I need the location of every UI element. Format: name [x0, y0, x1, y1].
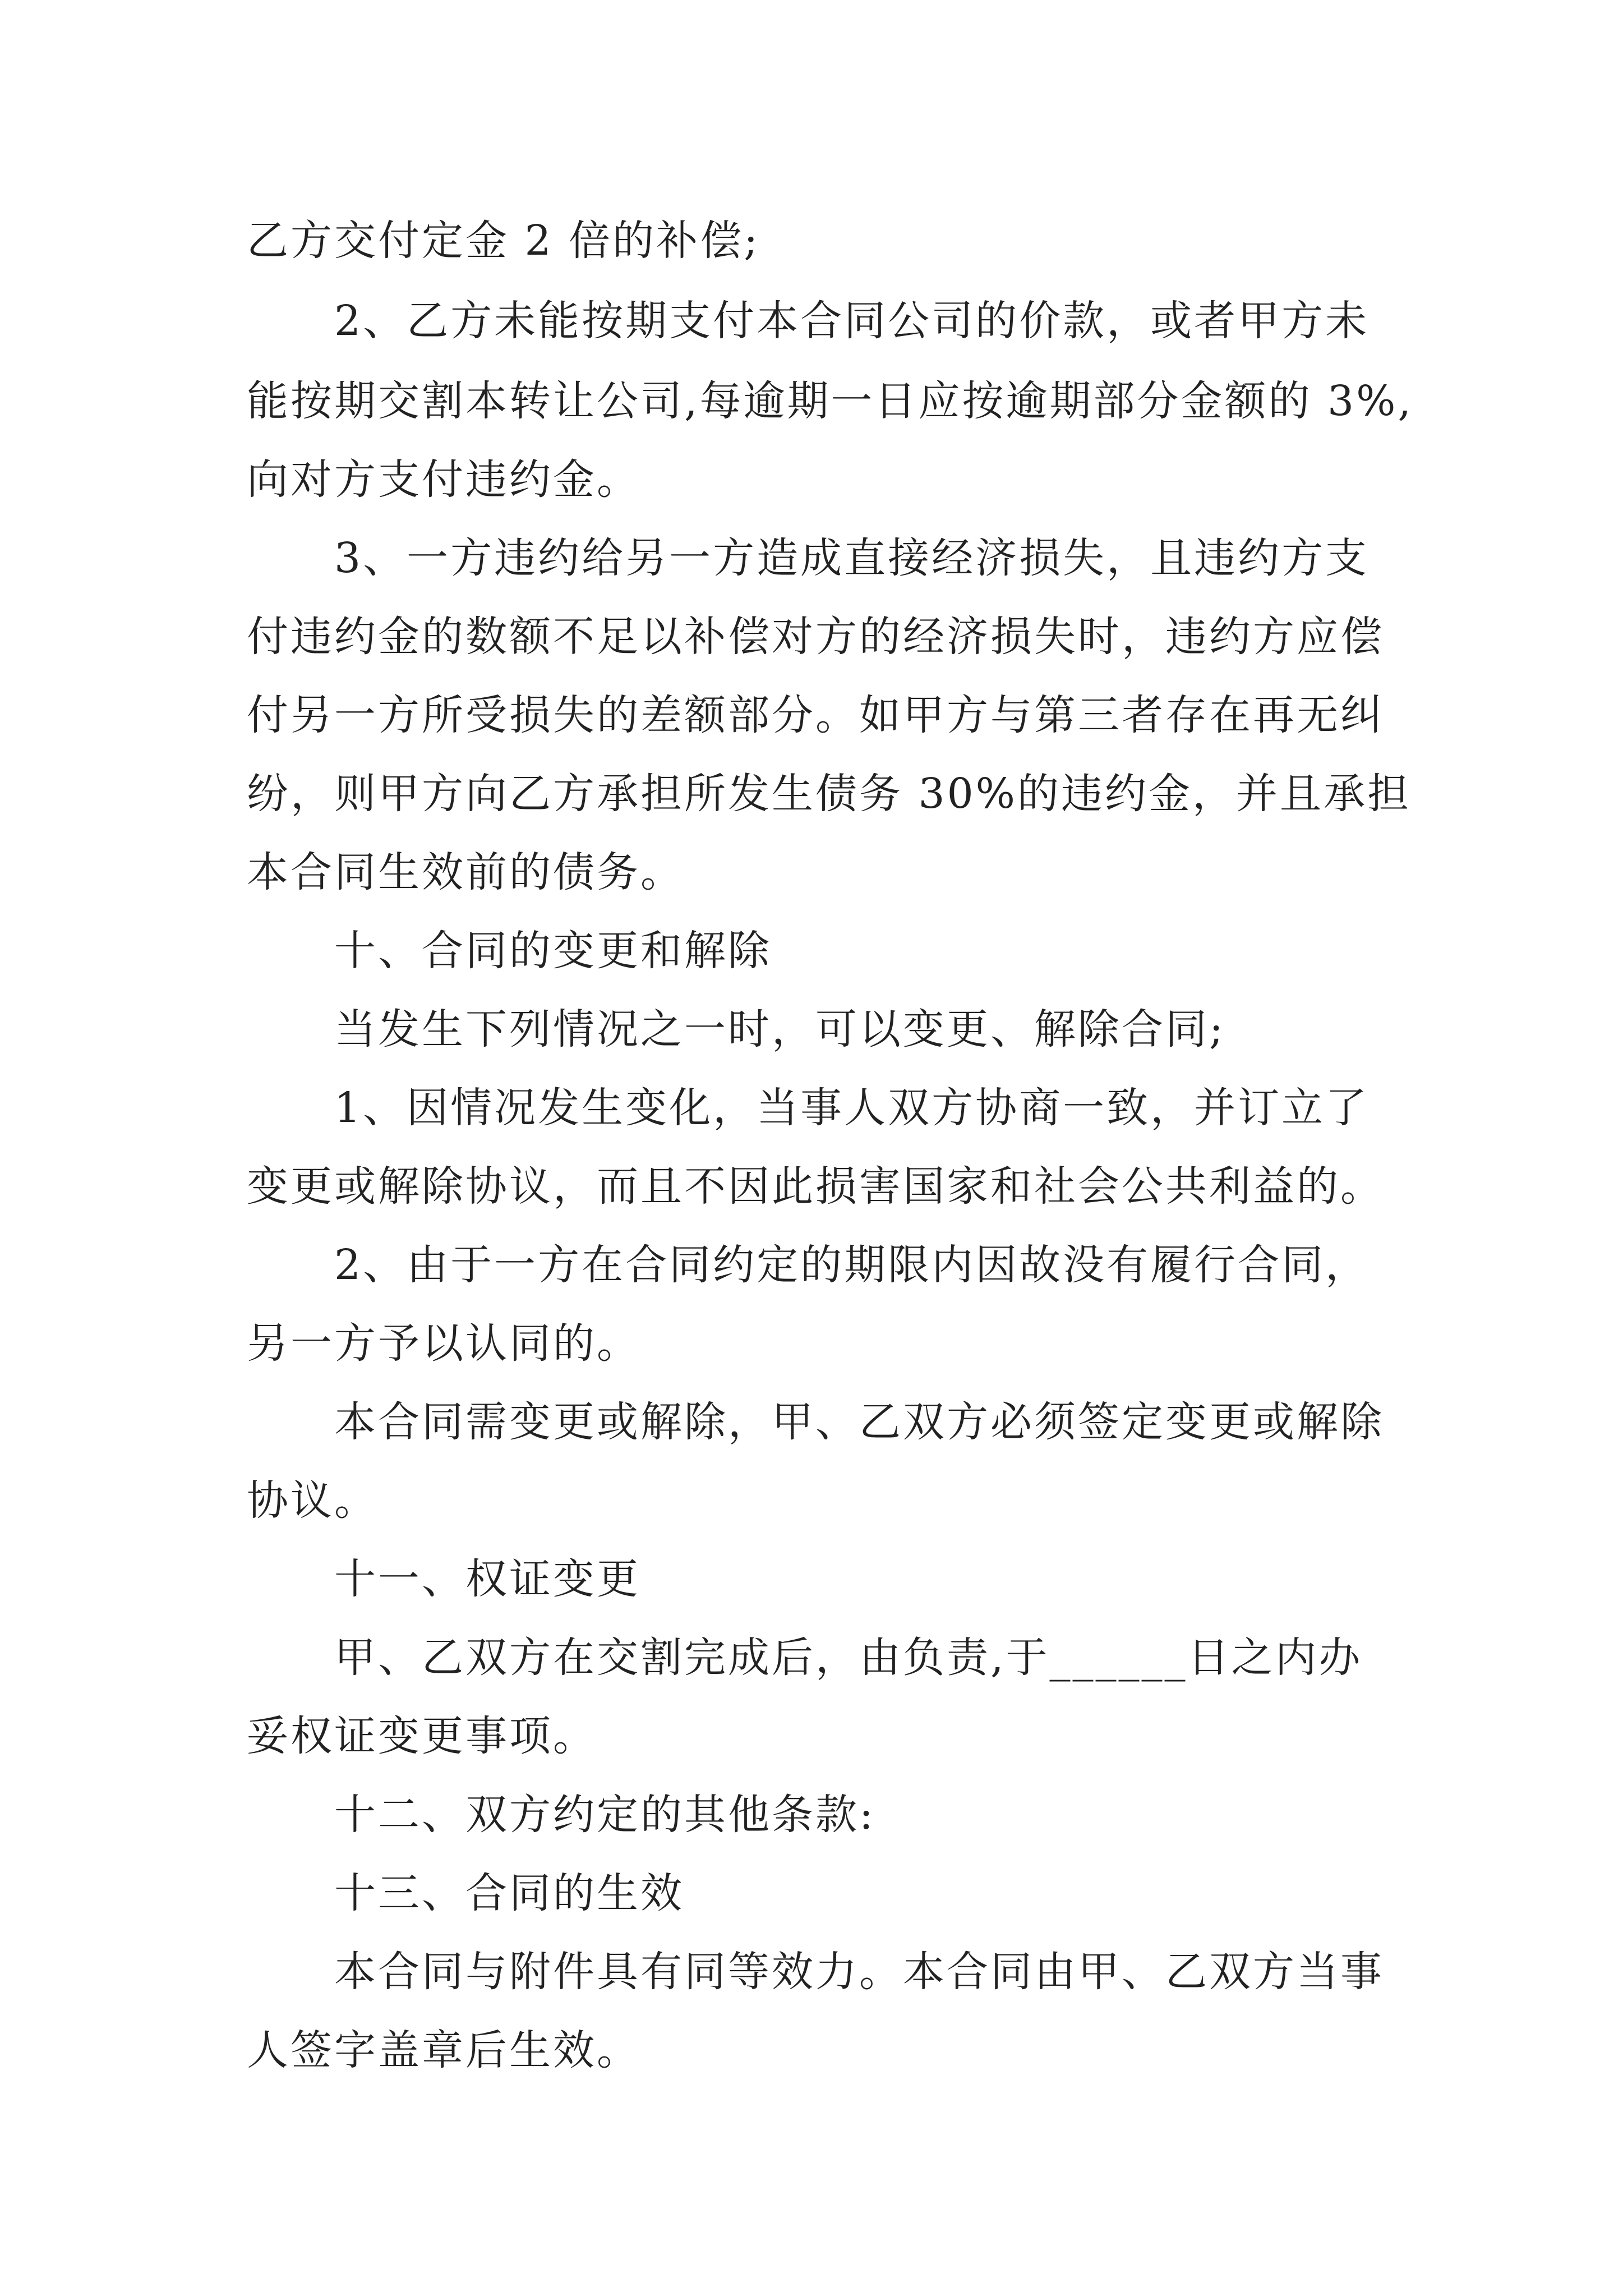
- text-line: 本合同生效前的债务。: [247, 848, 684, 896]
- section-heading: 十、合同的变更和解除: [334, 927, 772, 975]
- text-line: 能按期交割本转让公司,每逾期一日应按逾期部分金额的 3%,: [247, 377, 1413, 425]
- text-line: 协议。: [247, 1476, 378, 1525]
- section-heading: 十三、合同的生效: [334, 1869, 684, 1917]
- text-line: 纷，则甲方向乙方承担所发生债务 30%的违约金，并且承担: [247, 770, 1411, 818]
- text-line: 乙方交付定金 2 倍的补偿;: [247, 217, 760, 265]
- text-line: 3、一方违约给另一方造成直接经济损失，且违约方支: [334, 534, 1370, 582]
- section-heading: 十一、权证变更: [334, 1555, 640, 1603]
- text-line: 2、由于一方在合同约定的期限内因故没有履行合同，: [334, 1241, 1370, 1289]
- text-line: 人签字盖章后生效。: [247, 2026, 640, 2074]
- text-line: 本合同需变更或解除，甲、乙双方必须签定变更或解除: [334, 1398, 1384, 1446]
- text-line: 2、乙方未能按期支付本合同公司的价款，或者甲方未: [334, 297, 1370, 345]
- text-line: 向对方支付违约金。: [247, 455, 640, 504]
- text-line: 1、因情况发生变化，当事人双方协商一致，并订立了: [334, 1084, 1370, 1132]
- text-line: 变更或解除协议，而且不因此损害国家和社会公共利益的。: [247, 1162, 1384, 1211]
- text-line: 当发生下列情况之一时，可以变更、解除合同;: [334, 1005, 1225, 1053]
- text-line: 付违约金的数额不足以补偿对方的经济损失时，违约方应偿: [247, 613, 1384, 661]
- text-line: 付另一方所受损失的差额部分。如甲方与第三者存在再无纠: [247, 691, 1384, 739]
- text-line: 妥权证变更事项。: [247, 1712, 597, 1760]
- text-line: 甲、乙双方在交割完成后，由负责,于______日之内办: [334, 1634, 1363, 1682]
- text-line: 本合同与附件具有同等效力。本合同由甲、乙双方当事: [334, 1948, 1384, 1996]
- text-line: 另一方予以认同的。: [247, 1319, 640, 1368]
- section-heading: 十二、双方约定的其他条款:: [334, 1791, 875, 1839]
